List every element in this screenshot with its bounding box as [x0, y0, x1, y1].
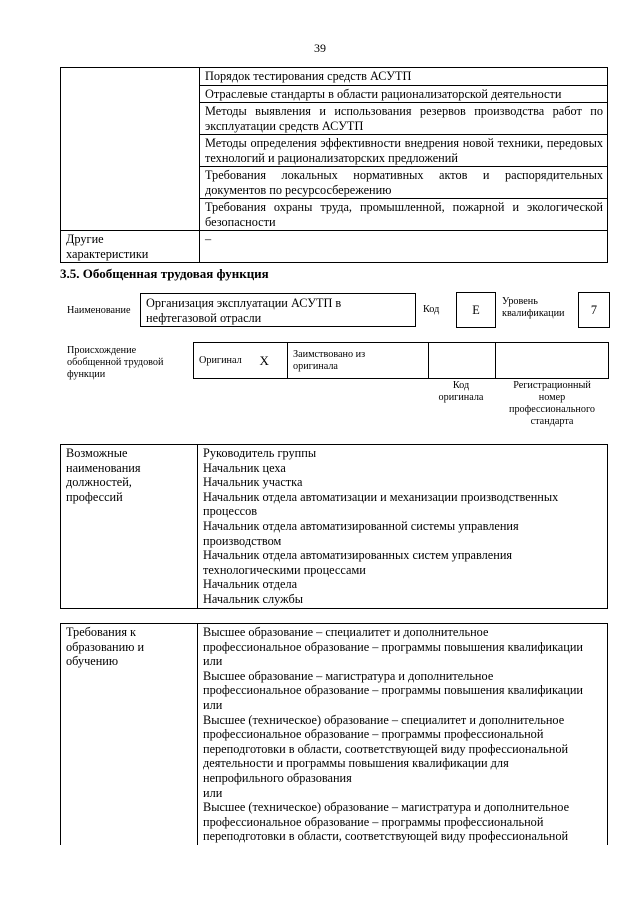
list-item: производством — [203, 533, 282, 548]
table-cell: Требования локальных нормативных актов и распорядительных документов по ресурсосбережению — [200, 167, 608, 199]
list-item: Высшее образование – специалитет и дополнительное — [203, 625, 489, 639]
name-value-box: Организация эксплуатации АСУТП в нефтегазовой отрасли — [140, 293, 416, 327]
table-row — [194, 343, 609, 379]
caption-registration-number: Регистрационный номер профессионального стандарта — [509, 380, 595, 427]
registration-number-cell — [496, 343, 609, 379]
list-item: Начальник цеха — [203, 460, 286, 475]
origin-label: Происхождение обобщенной трудовой функции — [67, 345, 164, 380]
list-item: профессиональное образование – программы профессиональной — [203, 814, 544, 829]
list-item: Руководитель группы — [203, 446, 317, 460]
table-row — [61, 231, 608, 263]
list-item: Высшее (техническое) образование – специалитет и дополнительное — [203, 712, 565, 727]
positions-label: Возможные наименования должностей, профессий — [61, 445, 198, 609]
table-cell: Методы определения эффективности внедрения новой техники, передовых технологий и рационализаторских предложений — [200, 135, 608, 167]
positions-list — [198, 445, 608, 609]
empty-label-cell — [61, 68, 200, 231]
list-item: Высшее образование – магистратура и дополнительное — [203, 668, 494, 683]
list-item: Начальник участка — [203, 475, 303, 490]
qualification-level-value: 7 — [578, 292, 610, 328]
list-item: Высшее (техническое) образование – магистратура и дополнительное — [203, 800, 570, 815]
table-cell: Порядок тестирования средств АСУТП — [200, 68, 608, 86]
origin-table — [193, 342, 609, 379]
list-item: или — [203, 654, 223, 669]
code-value-box: E — [456, 292, 496, 328]
original-mark: X — [255, 343, 288, 379]
list-item: технологическими процессами — [203, 562, 366, 577]
list-item: Начальник службы — [203, 591, 303, 606]
education-label: Требования к образованию и обучению — [61, 624, 198, 845]
education-requirements — [198, 624, 608, 845]
table-cell: Отраслевые стандарты в области рационализаторской деятельности — [200, 85, 608, 103]
code-label: Код — [423, 304, 440, 315]
list-item: профессиональное образование – программы профессиональной — [203, 727, 544, 742]
page-number: 39 — [314, 41, 326, 55]
section-title: 3.5. Обобщенная трудовая функция — [60, 266, 269, 281]
list-item: профессиональное образование – программы повышения квалификации — [203, 683, 584, 698]
list-item: Начальник отдела автоматизированной системы управления — [203, 518, 519, 533]
table-row — [61, 445, 608, 609]
list-item: или — [203, 785, 223, 800]
table-cell: Требования охраны труда, промышленной, пожарной и экологической безопасности — [200, 199, 608, 231]
other-characteristics-label: Другие характеристики — [61, 231, 200, 263]
other-characteristics-value: – — [200, 231, 608, 263]
knowledge-table — [60, 67, 608, 263]
original-label: Оригинал — [194, 343, 255, 379]
caption-original-code: Код оригинала — [438, 380, 484, 403]
table-row — [61, 624, 608, 845]
list-item: переподготовки в области, соответствующей виду профессиональной — [203, 829, 569, 844]
list-item: процессов — [203, 504, 258, 519]
positions-table — [60, 444, 608, 609]
name-label: Наименование — [67, 305, 131, 316]
list-item: переподготовки в области, соответствующей виду профессиональной — [203, 741, 569, 756]
list-item: или — [203, 697, 223, 712]
education-table — [60, 623, 608, 845]
qualification-level-label: Уровень квалификации — [502, 296, 565, 319]
original-code-cell — [429, 343, 496, 379]
table-cell: Методы выявления и использования резервов производства работ по эксплуатации средств АСУТП — [200, 103, 608, 135]
list-item: непрофильного образования — [203, 770, 352, 785]
list-item: Начальник отдела автоматизированных систем управления — [203, 548, 513, 563]
list-item: деятельности и программы повышения квалификации для — [203, 756, 509, 771]
borrowed-label: Заимствовано из оригинала — [288, 343, 429, 379]
list-item: профессиональное образование – программы повышения квалификации — [203, 639, 584, 654]
table-row — [61, 68, 608, 86]
list-item: Начальник отдела — [203, 577, 298, 592]
list-item: Начальник отдела автоматизации и механизации производственных — [203, 489, 559, 504]
